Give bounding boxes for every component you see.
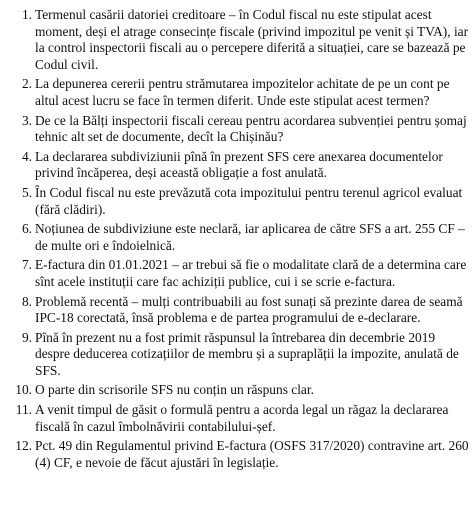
item-text: Pînă în prezent nu a fost primit răspunsul la întrebarea din decembrie 2019 despre deducerea cotizațiilor de membru și a supraplății la impozite, anulată de SFS. — [35, 329, 459, 378]
list-item — [0, 149, 475, 182]
item-number: 11. — [15, 402, 32, 418]
item-text: Problemă recentă – mulți contribuabili au fost sunați să prezinte darea de seamă IPC-18 corectată, însă problema e de partea programului de e-declarare. — [35, 293, 463, 326]
item-number: 5. — [21, 184, 32, 200]
list-item — [0, 76, 475, 109]
numbered-document — [0, 7, 475, 474]
item-number: 3. — [21, 112, 32, 128]
list-item — [0, 330, 475, 380]
item-text: La depunerea cererii pentru strămutarea impozitelor achitate de pe un cont pe altul acest lucru se face în termen diferit. Unde este stipulat acest termen? — [35, 76, 450, 108]
list-item — [0, 294, 475, 327]
list-item — [0, 221, 475, 254]
item-text: În Codul fiscal nu este prevăzută cota impozitului pentru terenul agricol evaluat (fără clădiri). — [35, 184, 463, 217]
item-number: 9. — [21, 329, 32, 345]
item-text: E-factura din 01.01.2021 – ar trebui să fie o modalitate clară de a determina care sînt acele instituții care fac achiziții publice, cui i se scrie e-factura. — [35, 257, 467, 289]
item-number: 12. — [15, 438, 32, 454]
item-text: A venit timpul de găsit o formulă pentru a acorda legal un răgaz la declararea fiscală în cazul îmbolnăvirii contabilului-șef. — [35, 402, 449, 434]
list-item — [0, 7, 475, 73]
item-text: Termenul casării datoriei creditoare – în Codul fiscal nu este stipulat acest moment, deși el atrage consecințe fiscale (privind impozitul pe venit și TVA), iar la control inspectorii fiscali au o percepere diferită a situației, care se bazează pe Codul civil. — [35, 7, 469, 72]
item-text: Noțiunea de subdiviziune este neclară, iar aplicarea de către SFS a art. 255 CF – de multe ori e îndoielnică. — [35, 221, 465, 253]
item-text: O parte din scrisorile SFS nu conțin un răspuns clar. — [35, 382, 314, 398]
item-text: La declararea subdiviziunii pînă în prezent SFS cere anexarea documentelor privind încăperea, deși această obligație a fost anulată. — [35, 148, 443, 181]
item-text: Pct. 49 din Regulamentul privind E-factura (OSFS 317/2020) contravine art. 260 (4) CF, e nevoie de făcut ajustări în legislație. — [35, 438, 469, 470]
item-number: 1. — [21, 7, 32, 22]
list-item — [0, 185, 475, 218]
item-number: 4. — [21, 148, 32, 164]
item-number: 6. — [21, 221, 32, 237]
item-number: 10. — [15, 382, 32, 398]
item-number: 2. — [21, 76, 32, 92]
item-text: De ce la Bălți inspectorii fiscali cereau pentru acordarea subvenției pentru șomaj tehnic alt set de documente, decît la Chișinău? — [35, 112, 467, 145]
list-item — [0, 382, 475, 399]
list-item — [0, 438, 475, 471]
numbered-list — [0, 7, 475, 471]
list-item — [0, 113, 475, 146]
list-item — [0, 402, 475, 435]
item-number: 8. — [21, 293, 32, 309]
item-number: 7. — [21, 257, 32, 273]
list-item — [0, 257, 475, 290]
